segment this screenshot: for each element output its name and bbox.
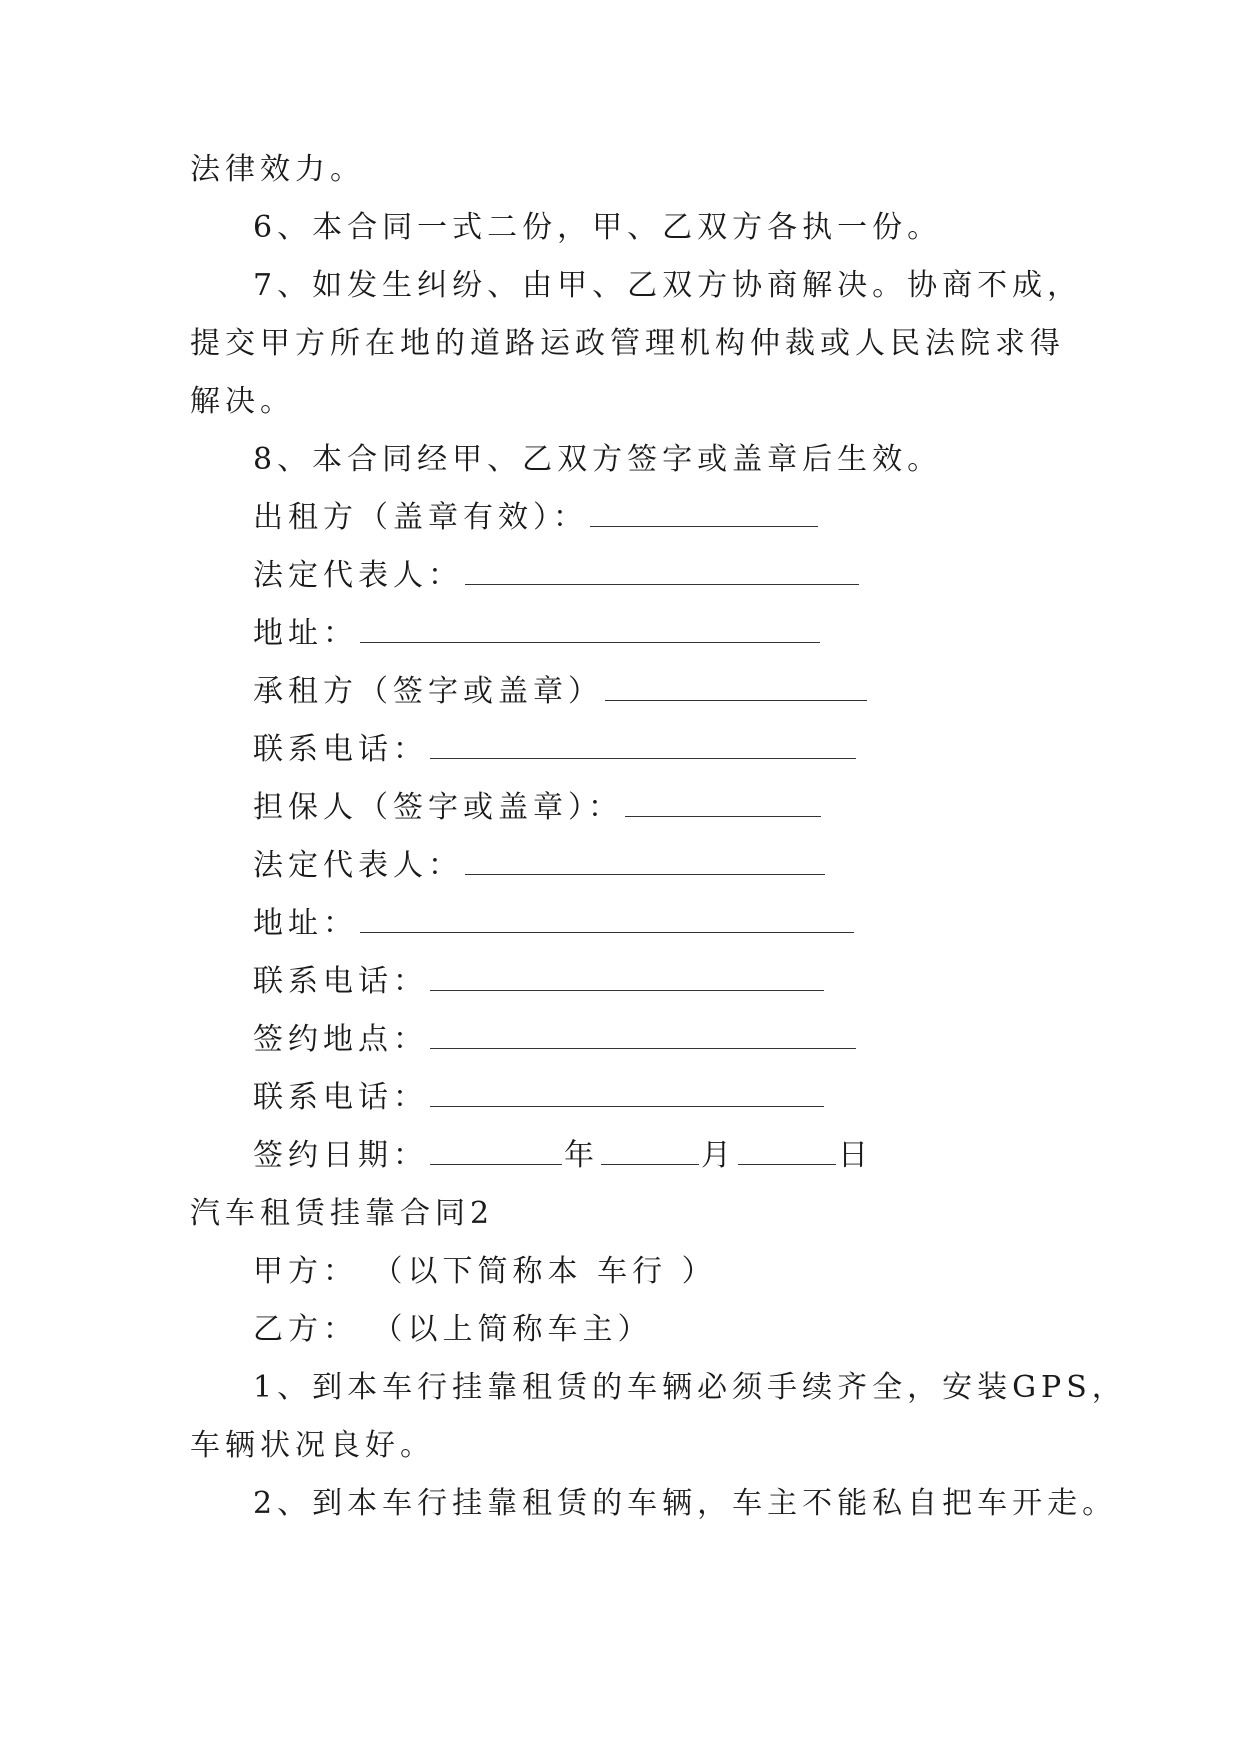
signing-place-field [253, 1020, 858, 1060]
lessor-field [253, 498, 820, 538]
field-label: 签约日期： [253, 1138, 428, 1173]
field-label: 出租方（盖章有效）： [253, 500, 588, 535]
field-label: 法定代表人： [253, 558, 463, 593]
lessee-field [253, 672, 869, 712]
signature-blank [430, 1082, 824, 1107]
signature-blank [625, 792, 821, 817]
field-label: 签约地点： [253, 1022, 428, 1057]
field-label: 承租方（签字或盖章） [253, 674, 603, 709]
year-label: 年 [564, 1138, 599, 1173]
month-label: 月 [701, 1138, 736, 1173]
signature-blank [590, 502, 818, 527]
signature-blank [360, 618, 820, 643]
signature-blank [465, 560, 859, 585]
clause-7-line-3: 解决。 [190, 384, 295, 419]
field-label: 地址： [253, 906, 358, 941]
legal-rep-field [253, 846, 827, 886]
year-blank [430, 1140, 562, 1165]
clause-1-line-1: 1、到本车行挂靠租赁的车辆必须手续齐全，安装GPS， [253, 1370, 1127, 1405]
party-a: 甲方： （以下简称本 车行 ） [253, 1254, 717, 1289]
phone-field [253, 962, 826, 1002]
field-label: 担保人（签字或盖章）： [253, 790, 623, 825]
field-label: 地址： [253, 616, 358, 651]
clause-7-line-2: 提交甲方所在地的道路运政管理机构仲裁或人民法院求得 [190, 326, 1065, 361]
day-label: 日 [838, 1138, 873, 1173]
clause-8: 8、本合同经甲、乙双方签字或盖章后生效。 [253, 442, 943, 477]
signature-blank [605, 676, 867, 701]
clause-6: 6、本合同一式二份，甲、乙双方各执一份。 [253, 210, 943, 245]
legal-rep-field [253, 556, 861, 596]
signature-blank [430, 1024, 856, 1049]
party-b: 乙方： （以上简称车主） [253, 1312, 653, 1347]
month-blank [601, 1140, 699, 1165]
phone-field [253, 1078, 826, 1118]
address-field [253, 904, 856, 944]
clause-1-line-2: 车辆状况良好。 [190, 1428, 435, 1463]
clause-2: 2、到本车行挂靠租赁的车辆，车主不能私自把车开走。 [253, 1486, 1118, 1521]
contract-2-title: 汽车租赁挂靠合同2 [190, 1196, 495, 1231]
field-label: 联系电话： [253, 964, 428, 999]
clause-7-line-1: 7、如发生纠纷、由甲、乙双方协商解决。协商不成， [253, 268, 1083, 303]
signature-blank [465, 850, 825, 875]
address-field [253, 614, 822, 654]
field-label: 联系电话： [253, 732, 428, 767]
field-label: 法定代表人： [253, 848, 463, 883]
signing-date-field [253, 1136, 873, 1176]
signature-blank [360, 908, 854, 933]
guarantor-field [253, 788, 823, 828]
phone-field [253, 730, 858, 770]
day-blank [738, 1140, 836, 1165]
signature-blank [430, 734, 856, 759]
paragraph-line: 法律效力。 [190, 152, 365, 187]
signature-blank [430, 966, 824, 991]
field-label: 联系电话： [253, 1080, 428, 1115]
